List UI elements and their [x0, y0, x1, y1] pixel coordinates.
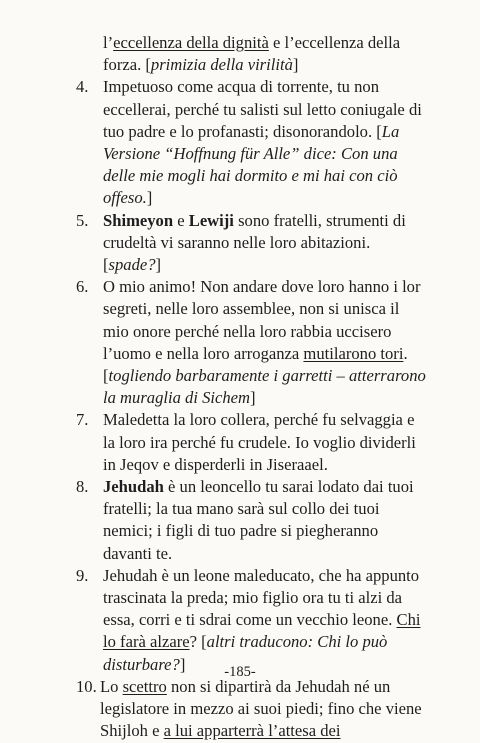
- verse-10: [76, 676, 429, 743]
- verse-9: [76, 565, 429, 676]
- page-number: -185-: [224, 664, 256, 680]
- verse-text: O mio animo! Non andare dove loro hanno i lor segreti, nelle loro assemblee, non si unisca il mio onore perché nella loro rabbia uccisero l’uomo e nella loro arroganza mutilarono tori. [togliendo barbaramente i garretti – atterrarono la muraglia di Sichem]: [103, 277, 426, 408]
- verse-number: 10.: [76, 676, 97, 696]
- verse-4: [76, 76, 429, 209]
- intro-text: e l’eccellenza della forza. [: [103, 33, 401, 75]
- intro-annotation: primizia della virilità: [150, 55, 293, 75]
- verse-text: Maledetta la loro collera, perché fu selvaggia e la loro ira perché fu crudele. Io voglio dividerli in Jeqov e disperderli in Jiseraael.: [103, 410, 416, 474]
- verse-8: [76, 476, 429, 565]
- underlined-phrase: a lui apparterrà l’attesa dei: [163, 721, 341, 741]
- verse-annotation: altri traducono: Chi lo può disturbare?: [103, 632, 388, 674]
- verse-number: 8.: [76, 477, 89, 497]
- intro-paragraph: [103, 32, 425, 76]
- underlined-phrase: Chi lo farà alzare: [103, 610, 421, 652]
- verse-annotation: spade?: [108, 255, 156, 275]
- verse-text: Jehudah è un leone maleducato, che ha appunto trascinata la preda; mio figlio ora tu ti alzi da essa, corri e ti sdrai come un vecchio leone. Chi lo farà alzare? [altri traducono: Chi lo può disturbare?]: [103, 565, 421, 674]
- bold-name: Shimeyon: [103, 210, 174, 230]
- intro-text: l’: [103, 33, 114, 52]
- verse-text: Lo scettro non si dipartirà da Jehudah né un legislatore in mezzo ai suoi piedi; fino che viene Shijloh e a lui apparterrà l’attesa dei: [100, 676, 422, 741]
- bold-name: Jehudah: [103, 477, 164, 497]
- verse-text: Impetuoso come acqua di torrente, tu non eccellerai, perché tu salisti sul letto coniugale di tuo padre e lo profanasti; disonorandolo. [La Versione “Hoffnung für Alle” dice: Con una delle mie mogli hai dormito e mi hai con ciò offeso.]: [103, 77, 422, 208]
- verse-number: 9.: [76, 565, 89, 585]
- underlined-phrase: mutilarono tori: [303, 343, 404, 363]
- verse-annotation: togliendo barbaramente i garretti – atterrarono la muraglia di Sichem: [103, 366, 426, 408]
- verse-6: [76, 276, 429, 409]
- verse-number: 4.: [76, 77, 89, 97]
- verse-5: [76, 210, 429, 277]
- document-page: [0, 32, 480, 743]
- verse-annotation: La Versione “Hoffnung für Alle” dice: Con una delle mie mogli hai dormito e mi hai con ciò offeso.: [103, 121, 400, 208]
- verse-7: [76, 409, 429, 476]
- bold-name: Lewiji: [188, 210, 234, 230]
- intro-underlined-text: eccellenza della dignità: [113, 33, 269, 52]
- verse-text: Shimeyon e Lewiji sono fratelli, strumenti di crudeltà vi saranno nelle loro abitazioni. [spade?]: [103, 210, 406, 275]
- intro-text: ]: [292, 55, 299, 75]
- underlined-phrase: scettro: [122, 676, 167, 696]
- verse-text: Jehudah è un leoncello tu sarai lodato dai tuoi fratelli; la tua mano sarà sul collo dei tuoi nemici; i figli di tuo padre si piegheranno davanti te.: [103, 477, 414, 563]
- verse-number: 6.: [76, 277, 89, 297]
- verse-number: 5.: [76, 210, 89, 230]
- verse-number: 7.: [76, 410, 89, 430]
